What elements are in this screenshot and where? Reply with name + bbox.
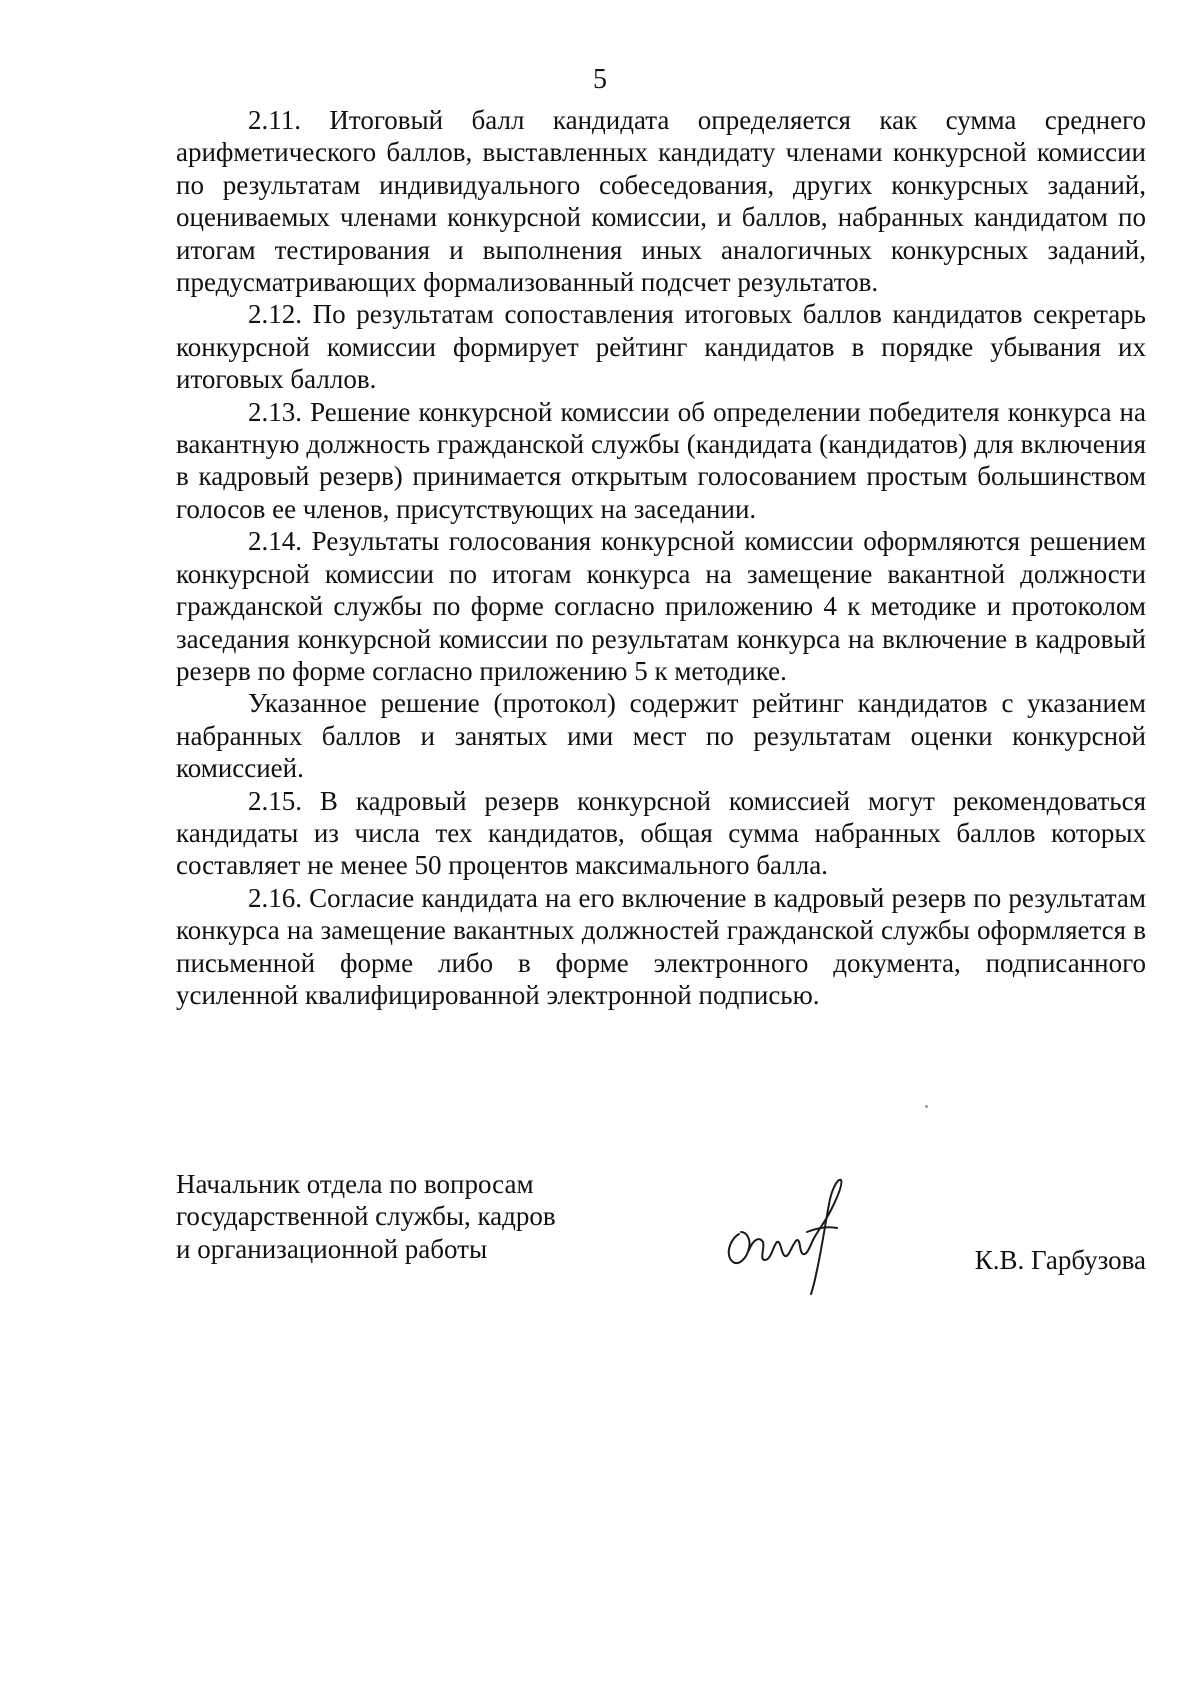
paragraph-2-16: 2.16. Согласие кандидата на его включение в кадровый резерв по результатам конкурса на замещение вакантных должностей гражданской службы оформляется в письменной форме либо в форме электронного документа, подписанного усиленной квалифицированной электронной подписью. — [176, 882, 1146, 1010]
document-body — [176, 104, 1146, 1011]
signer-position-line: и организационной работы — [176, 1233, 488, 1264]
paragraph-2-13: 2.13. Решение конкурсной комиссии об определении победителя конкурса на вакантную должность гражданской службы (кандидата (кандидатов) для включения в кадровый резерв) принимается открытым голосованием простым большинством голосов ее членов, присутствующих на заседании. — [176, 396, 1146, 524]
paragraph-2-11: 2.11. Итоговый балл кандидата определяется как сумма среднего арифметического баллов, выставленных кандидату членами конкурсной комиссии по результатам индивидуального собеседования, других конкурсных заданий, оцениваемых членами конкурсной комиссии, и баллов, набранных кандидатом по итогам тестирования и выполнения иных аналогичных конкурсных заданий, предусматривающих формализованный подсчет результатов. — [176, 105, 1146, 298]
page-number: 5 — [593, 64, 607, 95]
signer-position-line: Начальник отдела по вопросам — [176, 1169, 534, 1199]
signer-position-line: государственной службы, кадров — [176, 1201, 556, 1232]
signer-position — [176, 1168, 596, 1265]
paragraph-2-14: 2.14. Результаты голосования конкурсной комиссии оформляются решением конкурсной комиссии по итогам конкурса на замещение вакантной должности гражданской службы по форме согласно приложению 4 к методике и протоколом заседания конкурсной комиссии по результатам конкурса на включение в кадровый резерв по форме согласно приложению 5 к методике. — [176, 526, 1146, 686]
handwritten-signature — [721, 1170, 861, 1298]
paragraph-2-15: 2.15. В кадровый резерв конкурсной комиссией могут рекомендоваться кандидаты из числа тех кандидатов, общая сумма набранных баллов которых составляет не менее 50 процентов максимального балла. — [176, 785, 1146, 881]
signature-block — [176, 1168, 1146, 1308]
paragraph-protocol-note: Указанное решение (протокол) содержит рейтинг кандидатов с указанием набранных баллов и занятых ими мест по результатам оценки конкурсной комиссией. — [176, 688, 1146, 784]
scan-artifact — [925, 1105, 928, 1108]
paragraph-2-12: 2.12. По результатам сопоставления итоговых баллов кандидатов секретарь конкурсной комиссии формирует рейтинг кандидатов в порядке убывания их итоговых баллов. — [176, 299, 1146, 395]
signer-name: К.В. Гарбузова — [974, 1245, 1146, 1275]
